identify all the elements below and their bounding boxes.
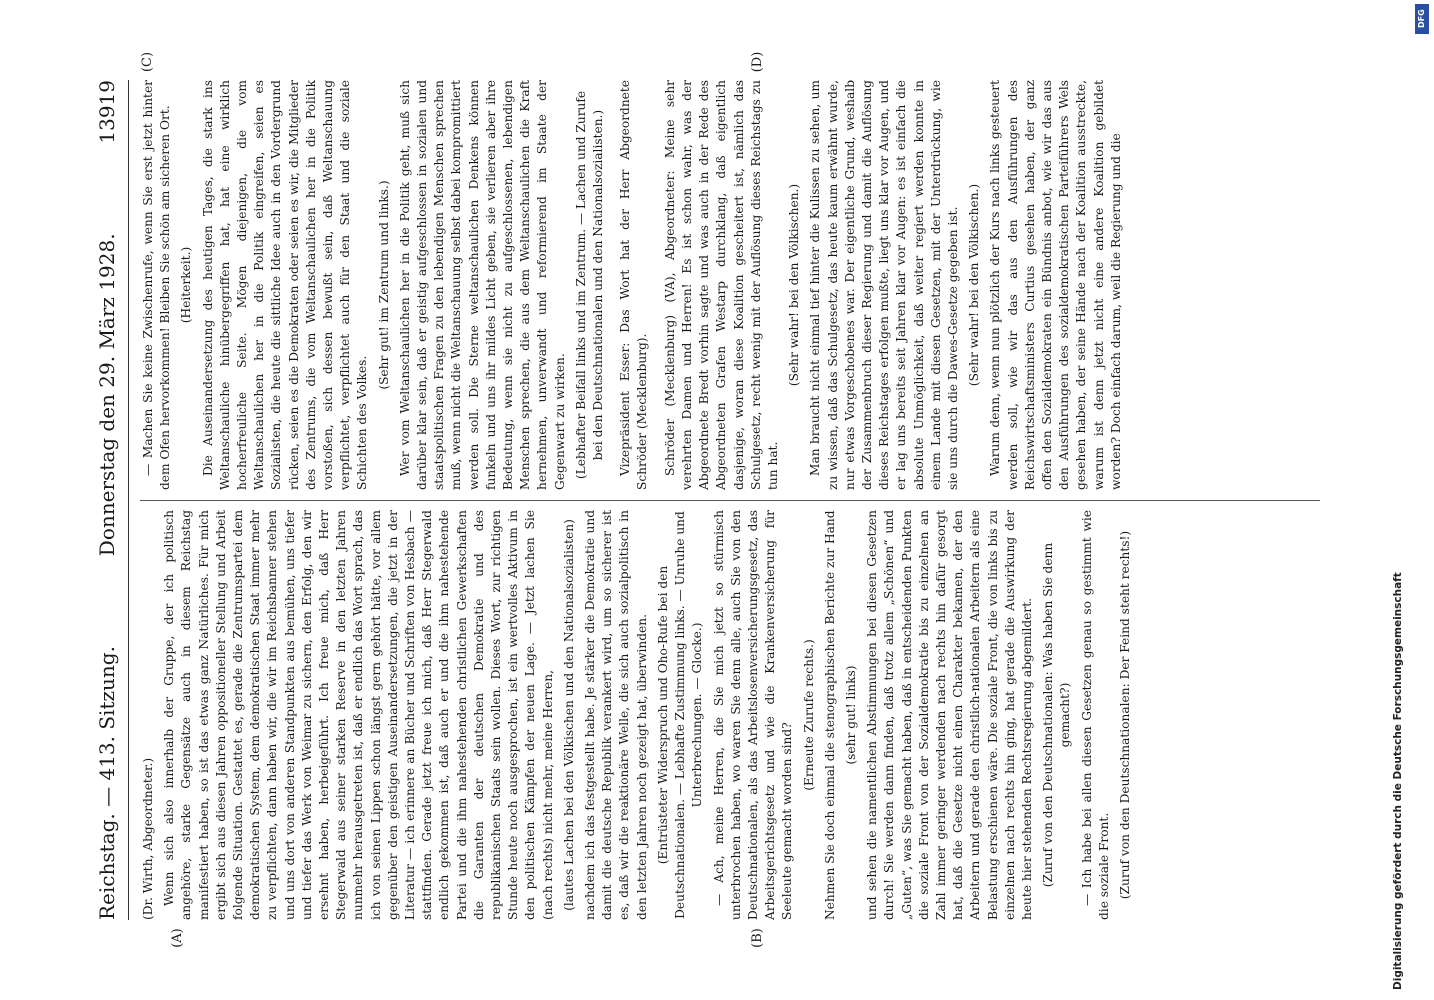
page-header (90, 80, 124, 920)
digitization-credit (1380, 0, 1434, 1000)
paragraph: Warum denn, wenn nun plötzlich der Kurs nach links gesteuert werden soll, wie wir das aus den Ausführungen des Reichswirtschaftsministers Curtius gesehen haben, der ganz offen den Sozialdemokraten ein Bündnis anbot, wie wir das aus den Ausführungen des sozialdemokratischen Parteiführers Wels gesehen haben, der seine Hände nach der Koalition ausstreckte, warum ist denn jetzt nicht eine andere Koalition gebildet worden? Doch einfach darum, weil die Regierung und die (988, 80, 1123, 490)
interjection: (Zuruf von den Deutschnationalen: Der Feind steht rechts!) (1117, 530, 1132, 900)
interjection: (Erneute Zurufe rechts.) (801, 639, 816, 791)
paragraph: Die Auseinandersetzung des heutigen Tages, die stark ins Weltanschauliche hinübergegriffen hat, hat eine wirklich hocherfreuliche Seite. Mögen diejenigen, die vom Weltanschaulichen her in die Politik eingreifen, seien es Sozialisten, die heute die sittliche Idee auch in den Vordergrund rücken, seien es die Demokraten oder seien es wir, die Mitglieder des Zentrums, die vom Weltanschaulichen her in die Politik vorstoßen, sich dessen bewußt sein, daß Weltanschauung verpflichtet, verpflichtet auch für den Staat und die soziale Schichten des Volkes. (200, 80, 370, 490)
paragraph: Wer vom Weltanschaulichen her in die Politik geht, muß sich darüber klar sein, daß er geistig aufgeschlossen in sozialen und staatspolitischen Fragen zu den lebendigen Menschen sprechen muß, wenn nicht die Weltanschauung selbst dabei kompromittiert werden soll. Die Sterne weltanschaulichen Denkens können funkeln und uns ihr mildes Licht geben, sie verlieren aber ihre Bedeutung, wenn sie nicht zu aufgeschlossenen, lebendigen Menschen sprechen, die aus dem Weltanschaulichen die Kraft hernehmen, unverwandt und reformierend im Staate der Gegenwart zu wirken. (397, 80, 567, 490)
paragraph: Nehmen Sie doch einmal die stenographischen Berichte zur Hand (822, 510, 837, 920)
paragraph: Wenn sich also innerhalb der Gruppe, der ich politisch angehöre, starke Gegensätze auch in diesem Reichstag manifestiert haben, so ist das etwas ganz Natürliches. Für mich ergibt sich aus diesen Jahren oppositioneller Stellung und Arbeit folgende Situation. Gestattet es, gerade die Zentrumspartei dem demokratischen System, dem demokratischen Staat immer mehr zu verpflichten, dann haben wir, die wir im Reichsbanner stehen und uns dort von anderen Standpunkten aus bemühen, uns tiefer und tiefer das Werk von Weimar zu sichern, den Erfolg, den wir ersehnt haben, herbeigeführt. Ich freue mich, daß Herr Stegerwald aus seiner starken Reserve in den letzten Jahren nunmehr herausgetreten ist, daß er endlich das Wort sprach, das ich von seinen Lippen schon längst gern gehört hätte, vor allem gegenüber den geistigen Auseinandersetzungen, die jetzt in der Literatur — ich erinnere an Bücher und Schriften von Hesbach — stattfinden. Gerade jetzt freue ich mich, daß Herr Stegerwald endlich gekommen ist, daß auch er und die ihm nahestehende Partei und die ihm nahestehenden christlichen Gewerkschaften die Garanten der deutschen Demokratie und des republikanischen Staats sein wollen. Dieses Wort, zur richtigen Stunde heute noch ausgesprochen, ist ein wertvolles Aktivum in den politischen Kämpfen der neuen Lage. — Jetzt lachen Sie (nach rechts) nicht mehr, meine Herren, (162, 510, 555, 920)
column-divider (140, 500, 1320, 501)
presiding-statement: Vizepräsident Esser: Das Wort hat der Herr Abgeordnete Schröder (Mecklenburg). (618, 80, 650, 490)
interjection: (Heiterkeit.) (179, 246, 194, 324)
paragraph: und sehen die namentlichen Abstimmungen bei diesen Gesetzen durch! Sie werden dann finden, daß trotz allem „Schönen“ und „Guten“, was Sie gemacht haben, daß in entscheidenden Punkten die soziale Front von der Sozialdemokratie bis zu einzelnen an Zahl immer geringer werdenden nach rechts hin dafür gesorgt hat, daß die Gesetze nicht einen Charakter bekamen, der den Arbeitern und gerade den christlich-nationalen Arbeitern als eine Belastung erschienen wäre. Die soziale Front, die von links bis zu einzelnen nach rechts hin ging, hat gerade die Auswirkung der heute hier stehenden Rechtsregierung abgemildert. (865, 510, 1034, 920)
interjection: (Lebhafter Beifall links und im Zentrum. — Lachen und Zurufe bei den Deutschnationalen und den Nationalsozialisten.) (573, 90, 606, 480)
header-date: Donnerstag den 29. März 1928. (95, 233, 119, 557)
paragraph: — Ach, meine Herren, die Sie mich jetzt so stürmisch unterbrochen haben, wo waren Sie denn alle, auch Sie von den Deutschnationalen, als das Arbeitslosenversicherungsgesetz, das Arbeitsgerichtsgesetz und wie die Krankenversicherung für Seeleute gemacht worden sind? (711, 510, 795, 920)
dfg-logo-icon: DFG (1415, 4, 1429, 34)
margin-mark-d: (D) (750, 51, 765, 73)
credit-text: Digitalisierung gefördert durch die Deutsche Forschungsgemeinschaft (1392, 572, 1404, 990)
interjection: (Zuruf von den Deutschnationalen: Was haben Sie denn gemacht?) (1041, 542, 1073, 888)
margin-mark-a: (A) (170, 928, 185, 948)
paragraph: Man braucht nicht einmal tief hinter die Kulissen zu sehen, um zu wissen, daß das Schulgesetz, das heute kaum erwähnt wurde, nur etwas Vorgeschobenes war. Der eigentliche Grund, weshalb der Zusammenbruch dieser Regierung und damit die Auflösung dieses Reichstages erfolgen mußte, liegt uns klar vor Augen, und er lag uns bereits seit Jahren klar vor Augen: es ist einfach die absolute Unmöglichkeit, daß weiter regiert werden konnte in einem Lande mit diesen Gesetzen, mit der Unterdrückung, wie sie uns durch die Dawes-Gesetze gegeben ist. (808, 80, 960, 490)
header-rule (128, 80, 129, 920)
interjection: (lautes Lachen bei den Völkischen und den Nationalsozialisten) (561, 519, 576, 911)
left-column (140, 510, 1320, 920)
paragraph: — Ich habe bei allen diesen Gesetzen genau so gestimmt wie die soziale Front. (1079, 510, 1111, 920)
interjection: (Entrüsteter Widerspruch und Oho-Rufe bei den Deutschnationalen. — Lebhafte Zustimmung links. — Unruhe und Unterbrechungen. — Glocke.) (655, 511, 705, 919)
interjection: (Sehr wahr! bei den Völkischen.) (967, 183, 982, 387)
paragraph: nachdem ich das festgestellt habe. Je stärker die Demokratie und damit die deutsche Republik verankert wird, um so sicherer ist es, daß wir die reaktionäre Welle, die sich auch sozialpolitisch in den letzten Jahren noch gezeigt hat, überwinden. (583, 510, 649, 920)
margin-mark-b: (B) (750, 928, 765, 948)
header-left: Reichstag. — 413. Sitzung. (95, 646, 119, 920)
page-number: 13919 (95, 80, 119, 144)
margin-mark-c: (C) (140, 51, 155, 73)
speaker-paragraph: Schröder (Mecklenburg) (VA), Abgeordneter: Meine sehr verehrten Damen und Herren! Es ist schon wahr, was der Abgeordnete Bredt vorhin sagte und was auch in der Rede des Abgeordneten Grafen Westarp durchklang, daß eigentlich dasjenige, woran diese Koalition gescheitert ist, nämlich das Schulgesetz, recht wenig mit der Auflösung dieses Reichstags zu tun hat. (662, 80, 780, 490)
interjection: (Sehr wahr! bei den Völkischen.) (787, 183, 802, 387)
interjection: (Sehr gut! im Zentrum und links.) (376, 180, 391, 390)
right-column (140, 80, 1320, 490)
interjection: (sehr gut! links) (843, 665, 858, 765)
paragraph: — Machen Sie keine Zwischenrufe, wenn Sie erst jetzt hinter dem Ofen hervorkommen! Bleiben Sie schön am sicheren Ort. (141, 80, 173, 490)
speaker-line: (Dr. Wirth, Abgeordneter.) (141, 757, 155, 920)
document-page (60, 0, 1360, 1000)
